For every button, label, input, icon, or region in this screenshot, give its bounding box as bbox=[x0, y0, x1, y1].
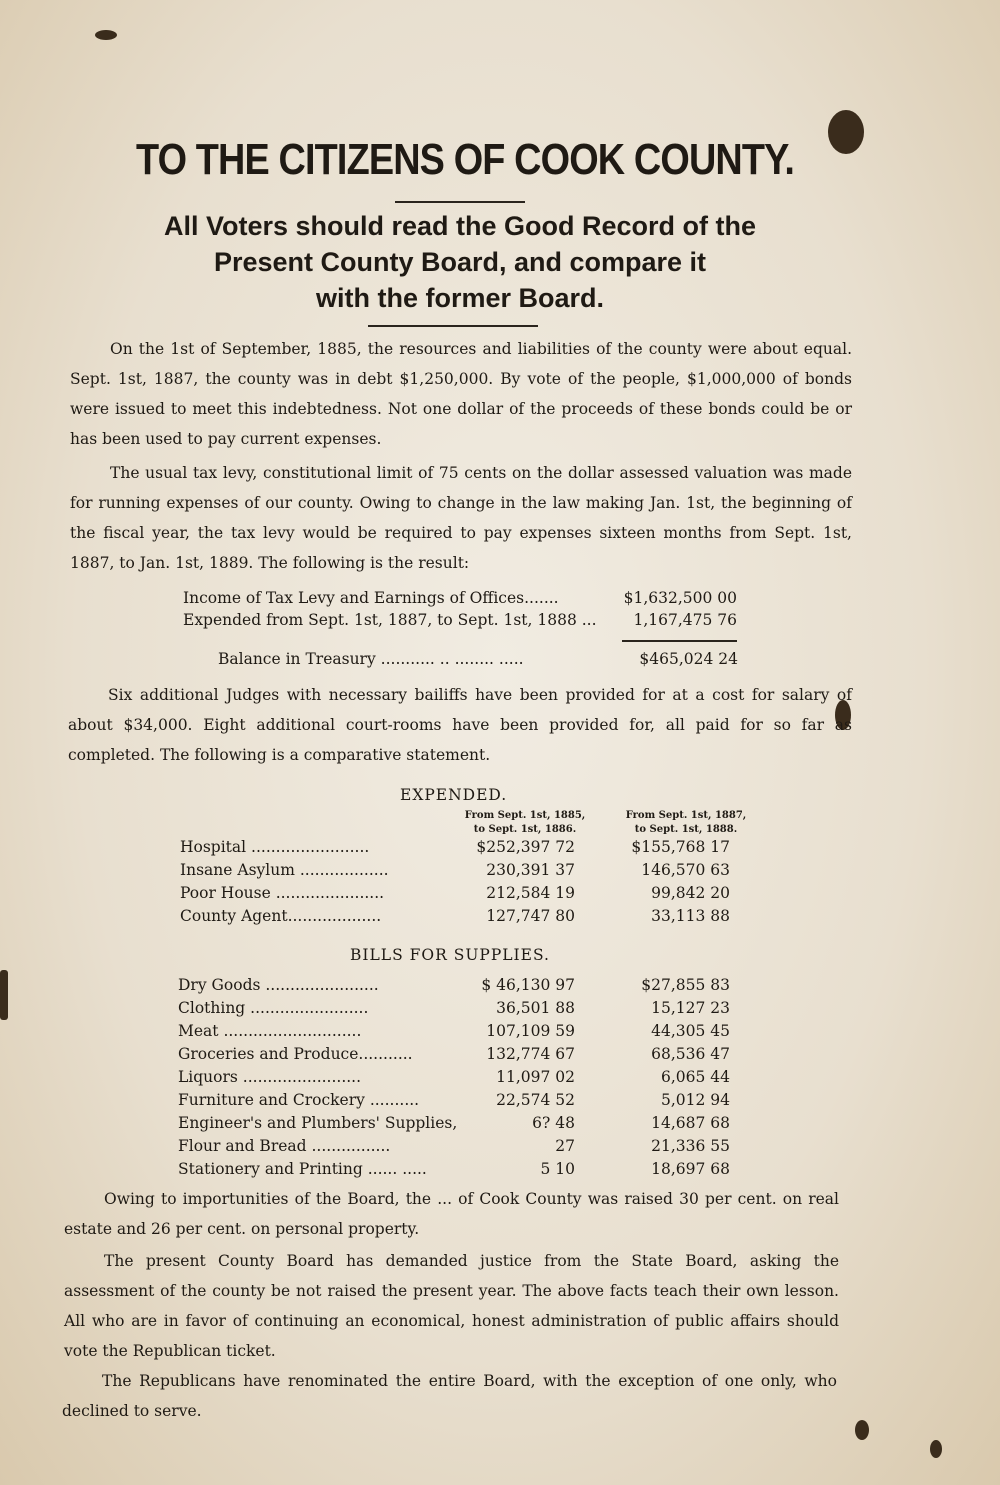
subtitle-line: All Voters should read the Good Record of the bbox=[163, 211, 757, 241]
row-value-col1: $ 46,130 97 bbox=[481, 976, 575, 994]
row-label: Clothing ........................ bbox=[178, 999, 369, 1017]
page-title: TO THE CITIZENS OF COOK COUNTY. bbox=[135, 135, 794, 184]
bills-row bbox=[178, 1137, 778, 1159]
row-value-col2: $155,768 17 bbox=[631, 838, 730, 856]
row-value-col1: 1,167,475 76 bbox=[633, 611, 737, 629]
summary-row bbox=[183, 589, 783, 611]
paragraph-2: The usual tax levy, constitutional limit of 75 cents on the dollar assessed valuation was made for running expenses of our county. Owing to change in the law making Jan. 1st, the beginning of the fiscal year, the tax levy would be required to pay expenses sixteen months from Sept. 1st, 1887, to Jan. 1st, 1889. The following is the result: bbox=[70, 464, 852, 572]
row-value-col1: 22,574 52 bbox=[496, 1091, 575, 1109]
bills-row bbox=[178, 999, 778, 1021]
row-value-col1: 107,109 59 bbox=[486, 1022, 575, 1040]
row-value-col2: 5,012 94 bbox=[660, 1091, 730, 1109]
row-label: Meat ............................ bbox=[178, 1022, 362, 1040]
row-value-col2: 21,336 55 bbox=[651, 1137, 730, 1155]
ink-stain bbox=[0, 970, 8, 1020]
subtitle-line: Present County Board, and compare it bbox=[213, 247, 707, 277]
row-label: Engineer's and Plumbers' Supplies, bbox=[178, 1114, 458, 1132]
row-label: Flour and Bread ................ bbox=[178, 1137, 391, 1155]
row-value-col2: 15,127 23 bbox=[651, 999, 730, 1017]
col1-heading: From Sept. 1st, 1885, to Sept. 1st, 1886. bbox=[464, 810, 586, 835]
row-value-col2: $27,855 83 bbox=[641, 976, 730, 994]
summary-row bbox=[183, 611, 783, 633]
row-label: Expended from Sept. 1st, 1887, to Sept. 1st, 1888 ... bbox=[183, 611, 597, 629]
row-label: Groceries and Produce........... bbox=[178, 1045, 413, 1063]
ink-stain bbox=[855, 1420, 869, 1440]
row-label: Dry Goods ....................... bbox=[178, 976, 379, 994]
row-label: County Agent................... bbox=[180, 907, 382, 925]
paragraph-5: The present County Board has demanded justice from the State Board, asking the assessment of the county be not raised the present year. The above facts teach their own lesson. All who are in favor of continuing an economical, honest administration of public affairs should vote the Republican ticket. bbox=[64, 1252, 839, 1360]
bills-row bbox=[178, 1022, 778, 1044]
row-value-col1: 230,391 37 bbox=[486, 861, 575, 879]
row-value-col1: 6? 48 bbox=[532, 1114, 575, 1132]
bills-heading: BILLS FOR SUPPLIES. bbox=[350, 946, 550, 964]
expended-row bbox=[180, 884, 780, 906]
row-label: Income of Tax Levy and Earnings of Offices....... bbox=[183, 589, 559, 607]
bills-row bbox=[178, 1160, 778, 1182]
subtitle-line: with the former Board. bbox=[315, 283, 605, 313]
expended-row bbox=[180, 907, 780, 929]
row-value-col1: 212,584 19 bbox=[486, 884, 575, 902]
row-value-col2: 33,113 88 bbox=[651, 907, 730, 925]
row-label: Liquors ........................ bbox=[178, 1068, 362, 1086]
row-label: Furniture and Crockery .......... bbox=[178, 1091, 420, 1109]
row-value-col1: $1,632,500 00 bbox=[623, 589, 737, 607]
ink-stain bbox=[930, 1440, 942, 1458]
row-value-col1: 11,097 02 bbox=[496, 1068, 575, 1086]
row-value-col2: 44,305 45 bbox=[651, 1022, 730, 1040]
row-value-col1: $252,397 72 bbox=[476, 838, 575, 856]
title-rule bbox=[395, 201, 525, 203]
row-value-col2: 6,065 44 bbox=[660, 1068, 730, 1086]
balance-value: $465,024 24 bbox=[639, 650, 738, 668]
row-label: Poor House ...................... bbox=[180, 884, 385, 902]
bills-row bbox=[178, 1114, 778, 1136]
paragraph-1: On the 1st of September, 1885, the resources and liabilities of the county were about equal. Sept. 1st, 1887, the county was in debt $1,250,000. By vote of the people, $1,000,000 of bonds were issued to meet this indebtedness. Not one dollar of the proceeds of these bonds could be or has been used to pay current expenses. bbox=[70, 340, 852, 448]
row-value-col1: 127,747 80 bbox=[486, 907, 575, 925]
row-value-col2: 99,842 20 bbox=[651, 884, 730, 902]
row-value-col1: 5 10 bbox=[540, 1160, 575, 1178]
bills-row bbox=[178, 976, 778, 998]
subtitle-rule bbox=[368, 325, 538, 327]
row-value-col1: 132,774 67 bbox=[486, 1045, 575, 1063]
col2-heading: From Sept. 1st, 1887, to Sept. 1st, 1888. bbox=[625, 810, 747, 835]
paragraph-4: Owing to importunities of the Board, the ... of Cook County was raised 30 per cent. on real estate and 26 per cent. on personal property. bbox=[64, 1190, 839, 1238]
balance-label: Balance in Treasury ........... .. ........ ..... bbox=[218, 650, 524, 668]
bills-row bbox=[178, 1068, 778, 1090]
row-value-col2: 68,536 47 bbox=[651, 1045, 730, 1063]
row-label: Hospital ........................ bbox=[180, 838, 370, 856]
row-value-col1: 36,501 88 bbox=[496, 999, 575, 1017]
expended-row bbox=[180, 861, 780, 883]
expended-heading: EXPENDED. bbox=[400, 786, 508, 804]
row-value-col2: 146,570 63 bbox=[641, 861, 730, 879]
bills-row bbox=[178, 1091, 778, 1113]
row-label: Stationery and Printing ...... ..... bbox=[178, 1160, 427, 1178]
row-value-col2: 18,697 68 bbox=[651, 1160, 730, 1178]
subtitle bbox=[60, 208, 860, 316]
paragraph-6: The Republicans have renominated the entire Board, with the exception of one only, who declined to serve. bbox=[62, 1372, 837, 1420]
expended-row bbox=[180, 838, 780, 860]
row-value-col2: 14,687 68 bbox=[651, 1114, 730, 1132]
bills-row bbox=[178, 1045, 778, 1067]
sum-rule bbox=[622, 640, 737, 642]
row-label: Insane Asylum .................. bbox=[180, 861, 389, 879]
ink-stain bbox=[95, 30, 117, 40]
paragraph-3: Six additional Judges with necessary bailiffs have been provided for at a cost for salary of about $34,000. Eight additional court-rooms have been provided for, all paid for so far as completed. The following is a comparative statement. bbox=[68, 686, 852, 764]
row-value-col1: 27 bbox=[555, 1137, 575, 1155]
